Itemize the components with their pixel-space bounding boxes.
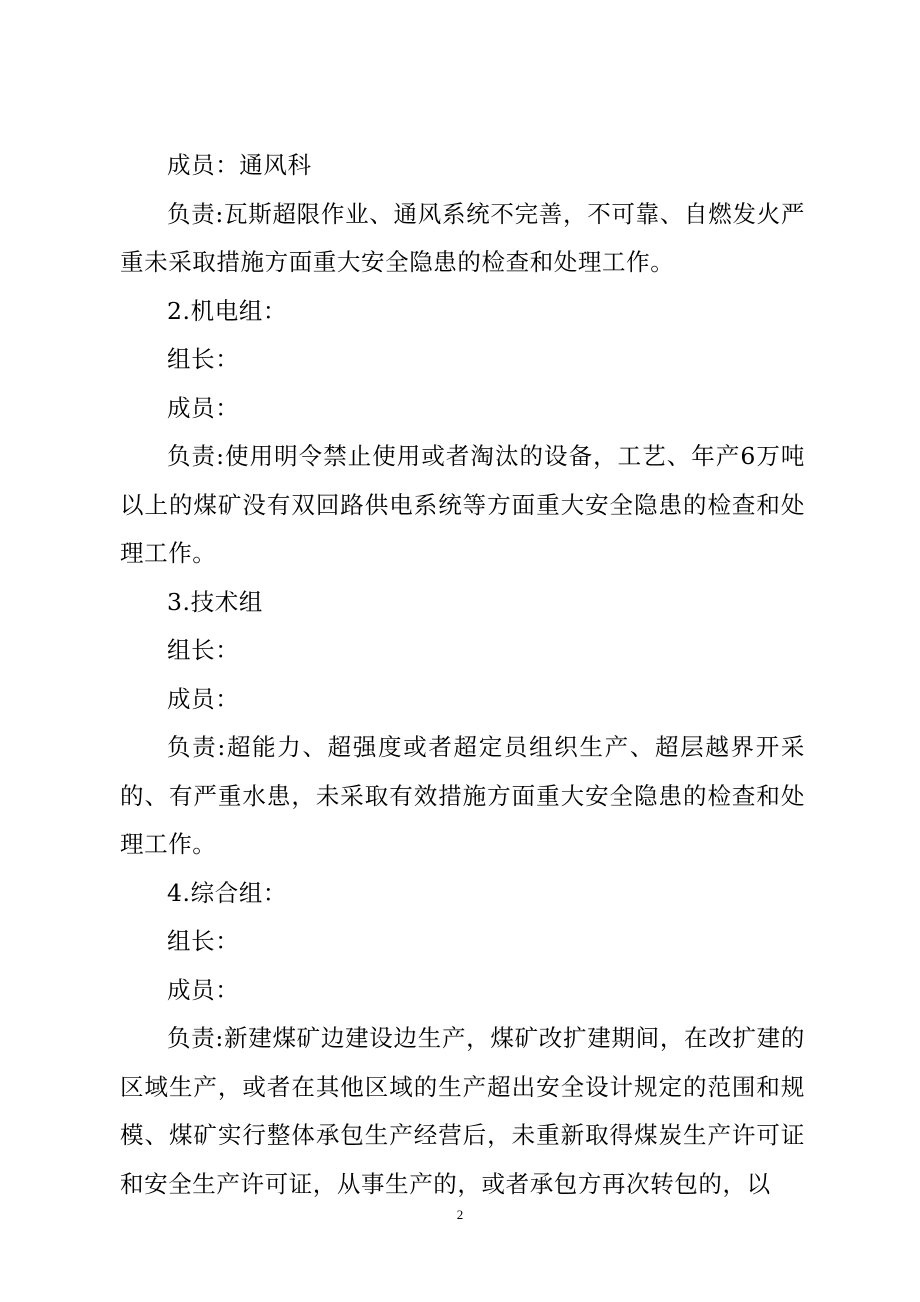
paragraph-technical-leader: 组长： [167,636,240,664]
paragraph-electromechanical-leader: 组长： [167,345,240,373]
document-body [120,141,805,1208]
paragraph-electromechanical-duty: 负责:使用明令禁止使用或者淘汰的设备，工艺、年产6万吨以上的煤矿没有双回路供电系统等方面重大安全隐患的检查和处理工作。 [120,442,805,567]
paragraph-technical-duty: 负责:超能力、超强度或者超定员组织生产、超层越界开采的、有严重水患，未采取有效措施方面重大安全隐患的检查和处理工作。 [120,733,805,858]
page-number: 2 [456,1207,464,1222]
paragraph-electromechanical-members: 成员： [167,393,240,422]
paragraph-technical-members: 成员： [167,684,240,713]
heading-electromechanical-group: 2.机电组： [167,296,288,325]
paragraph-comprehensive-members: 成员： [167,975,240,1004]
heading-technical-group: 3.技术组 [167,587,263,616]
paragraph-comprehensive-leader: 组长： [167,927,240,955]
paragraph-ventilation-duty: 负责:瓦斯超限作业、通风系统不完善，不可靠、自燃发火严重未采取措施方面重大安全隐患的检查和处理工作。 [120,199,805,276]
heading-comprehensive-group: 4.综合组： [167,878,288,907]
paragraph-comprehensive-duty: 负责:新建煤矿边建设边生产，煤矿改扩建期间，在改扩建的区域生产，或者在其他区域的生产超出安全设计规定的范围和规模、煤矿实行整体承包生产经营后，未重新取得煤炭生产许可证和安全生产许可证，从事生产的，或者承包方再次转包的，以 [120,1024,805,1198]
paragraph-ventilation-members: 成员：通风科 [167,151,312,179]
